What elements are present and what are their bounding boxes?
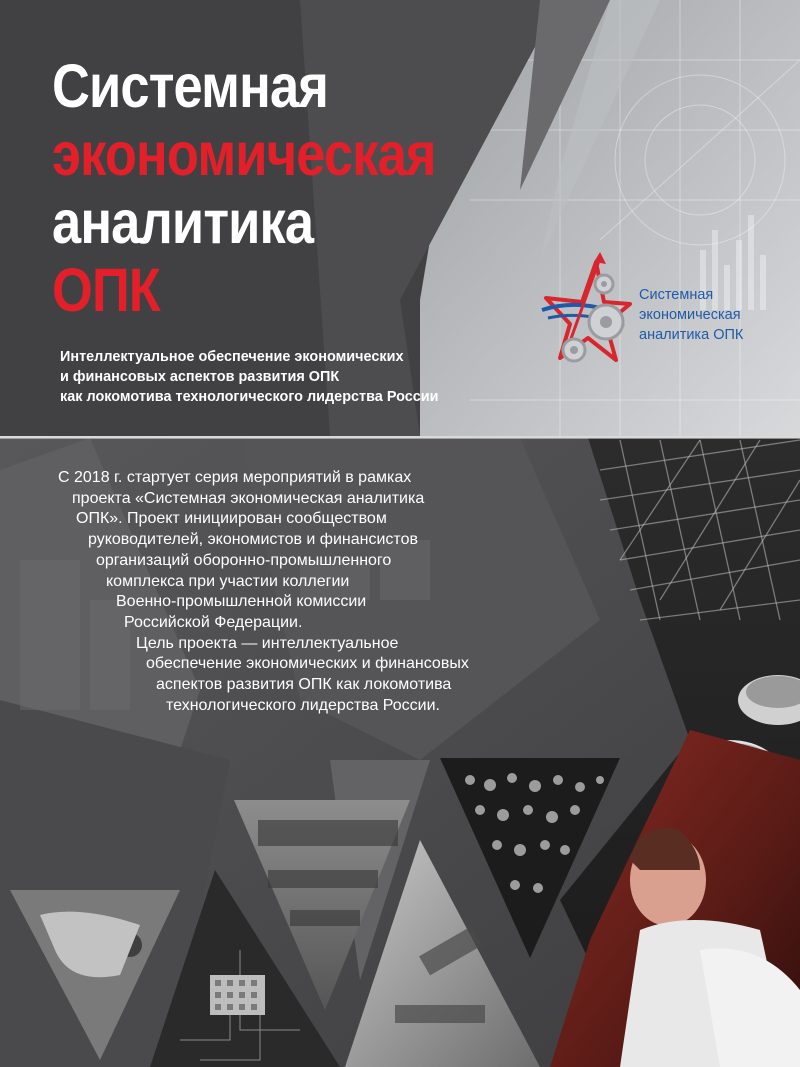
page-title (52, 52, 498, 324)
body-line: Цель проекта — интеллектуальное (136, 634, 399, 652)
body-line: технологического лидерства России. (166, 696, 440, 714)
body-line: С 2018 г. стартует серия мероприятий в рамках (58, 469, 412, 486)
body-line: Военно-промышленной комиссии (116, 593, 367, 611)
title-line-2: экономическая (52, 120, 436, 188)
body-line: комплекса при участии коллегии (106, 572, 350, 590)
body-line: Российской Федерации. (124, 613, 303, 631)
subtitle-line-3: как локомотива технологического лидерства России (60, 388, 439, 405)
subtitle-line-1: Интеллектуальное обеспечение экономических (60, 348, 404, 365)
project-logo (538, 252, 778, 372)
subtitle (60, 347, 478, 407)
title-line-3: аналитика (52, 188, 314, 256)
logo-text-line-3: аналитика ОПК (639, 327, 744, 343)
body-line: аспектов развития ОПК как локомотива (156, 676, 452, 694)
body-line: организаций оборонно-промышленного (96, 551, 392, 569)
subtitle-line-2: и финансовых аспектов развития ОПК (60, 368, 340, 385)
logo-star-gears-icon (538, 252, 638, 372)
logo-text-line-2: экономическая (639, 307, 741, 323)
body-line: ОПК». Проект инициирован сообществом (76, 510, 387, 528)
project-description (0, 468, 560, 716)
title-line-4: ОПК (52, 256, 160, 324)
body-line: проекта «Системная экономическая аналитика (72, 489, 425, 507)
body-line: обеспечение экономических и финансовых (146, 655, 469, 673)
section-divider (0, 436, 800, 438)
logo-text (639, 285, 743, 345)
logo-text-line-1: Системная (639, 287, 714, 303)
title-line-1: Системная (52, 52, 329, 120)
body-line: руководителей, экономистов и финансистов (88, 531, 418, 549)
